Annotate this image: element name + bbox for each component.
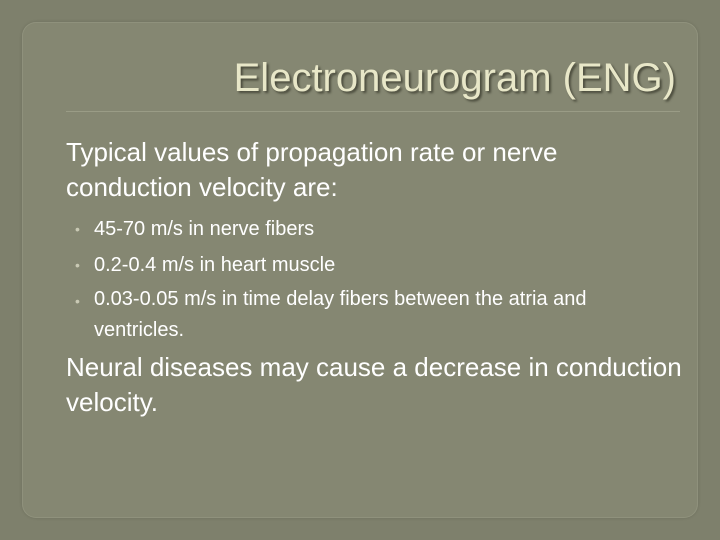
sub-point-nerve-fibers: 45-70 m/s in nerve fibers bbox=[94, 218, 315, 240]
point-propagation-rate: Typical values of propagation rate or nerve conduction velocity are: bbox=[66, 137, 558, 202]
sub-point-heart-muscle: 0.2-0.4 m/s in heart muscle bbox=[94, 254, 336, 276]
sub-bullet-marker: • bbox=[75, 293, 80, 309]
point-neural-diseases: Neural diseases may cause a decrease in conduction velocity. bbox=[66, 352, 682, 417]
sub-bullet-marker: • bbox=[75, 257, 80, 273]
slide-title: Electroneurogram (ENG) bbox=[233, 56, 676, 100]
sub-point-time-delay-fibers: 0.03-0.05 m/s in time delay fibers between the atria and ventricles. bbox=[94, 288, 587, 341]
sub-bullet-marker: • bbox=[75, 221, 80, 237]
